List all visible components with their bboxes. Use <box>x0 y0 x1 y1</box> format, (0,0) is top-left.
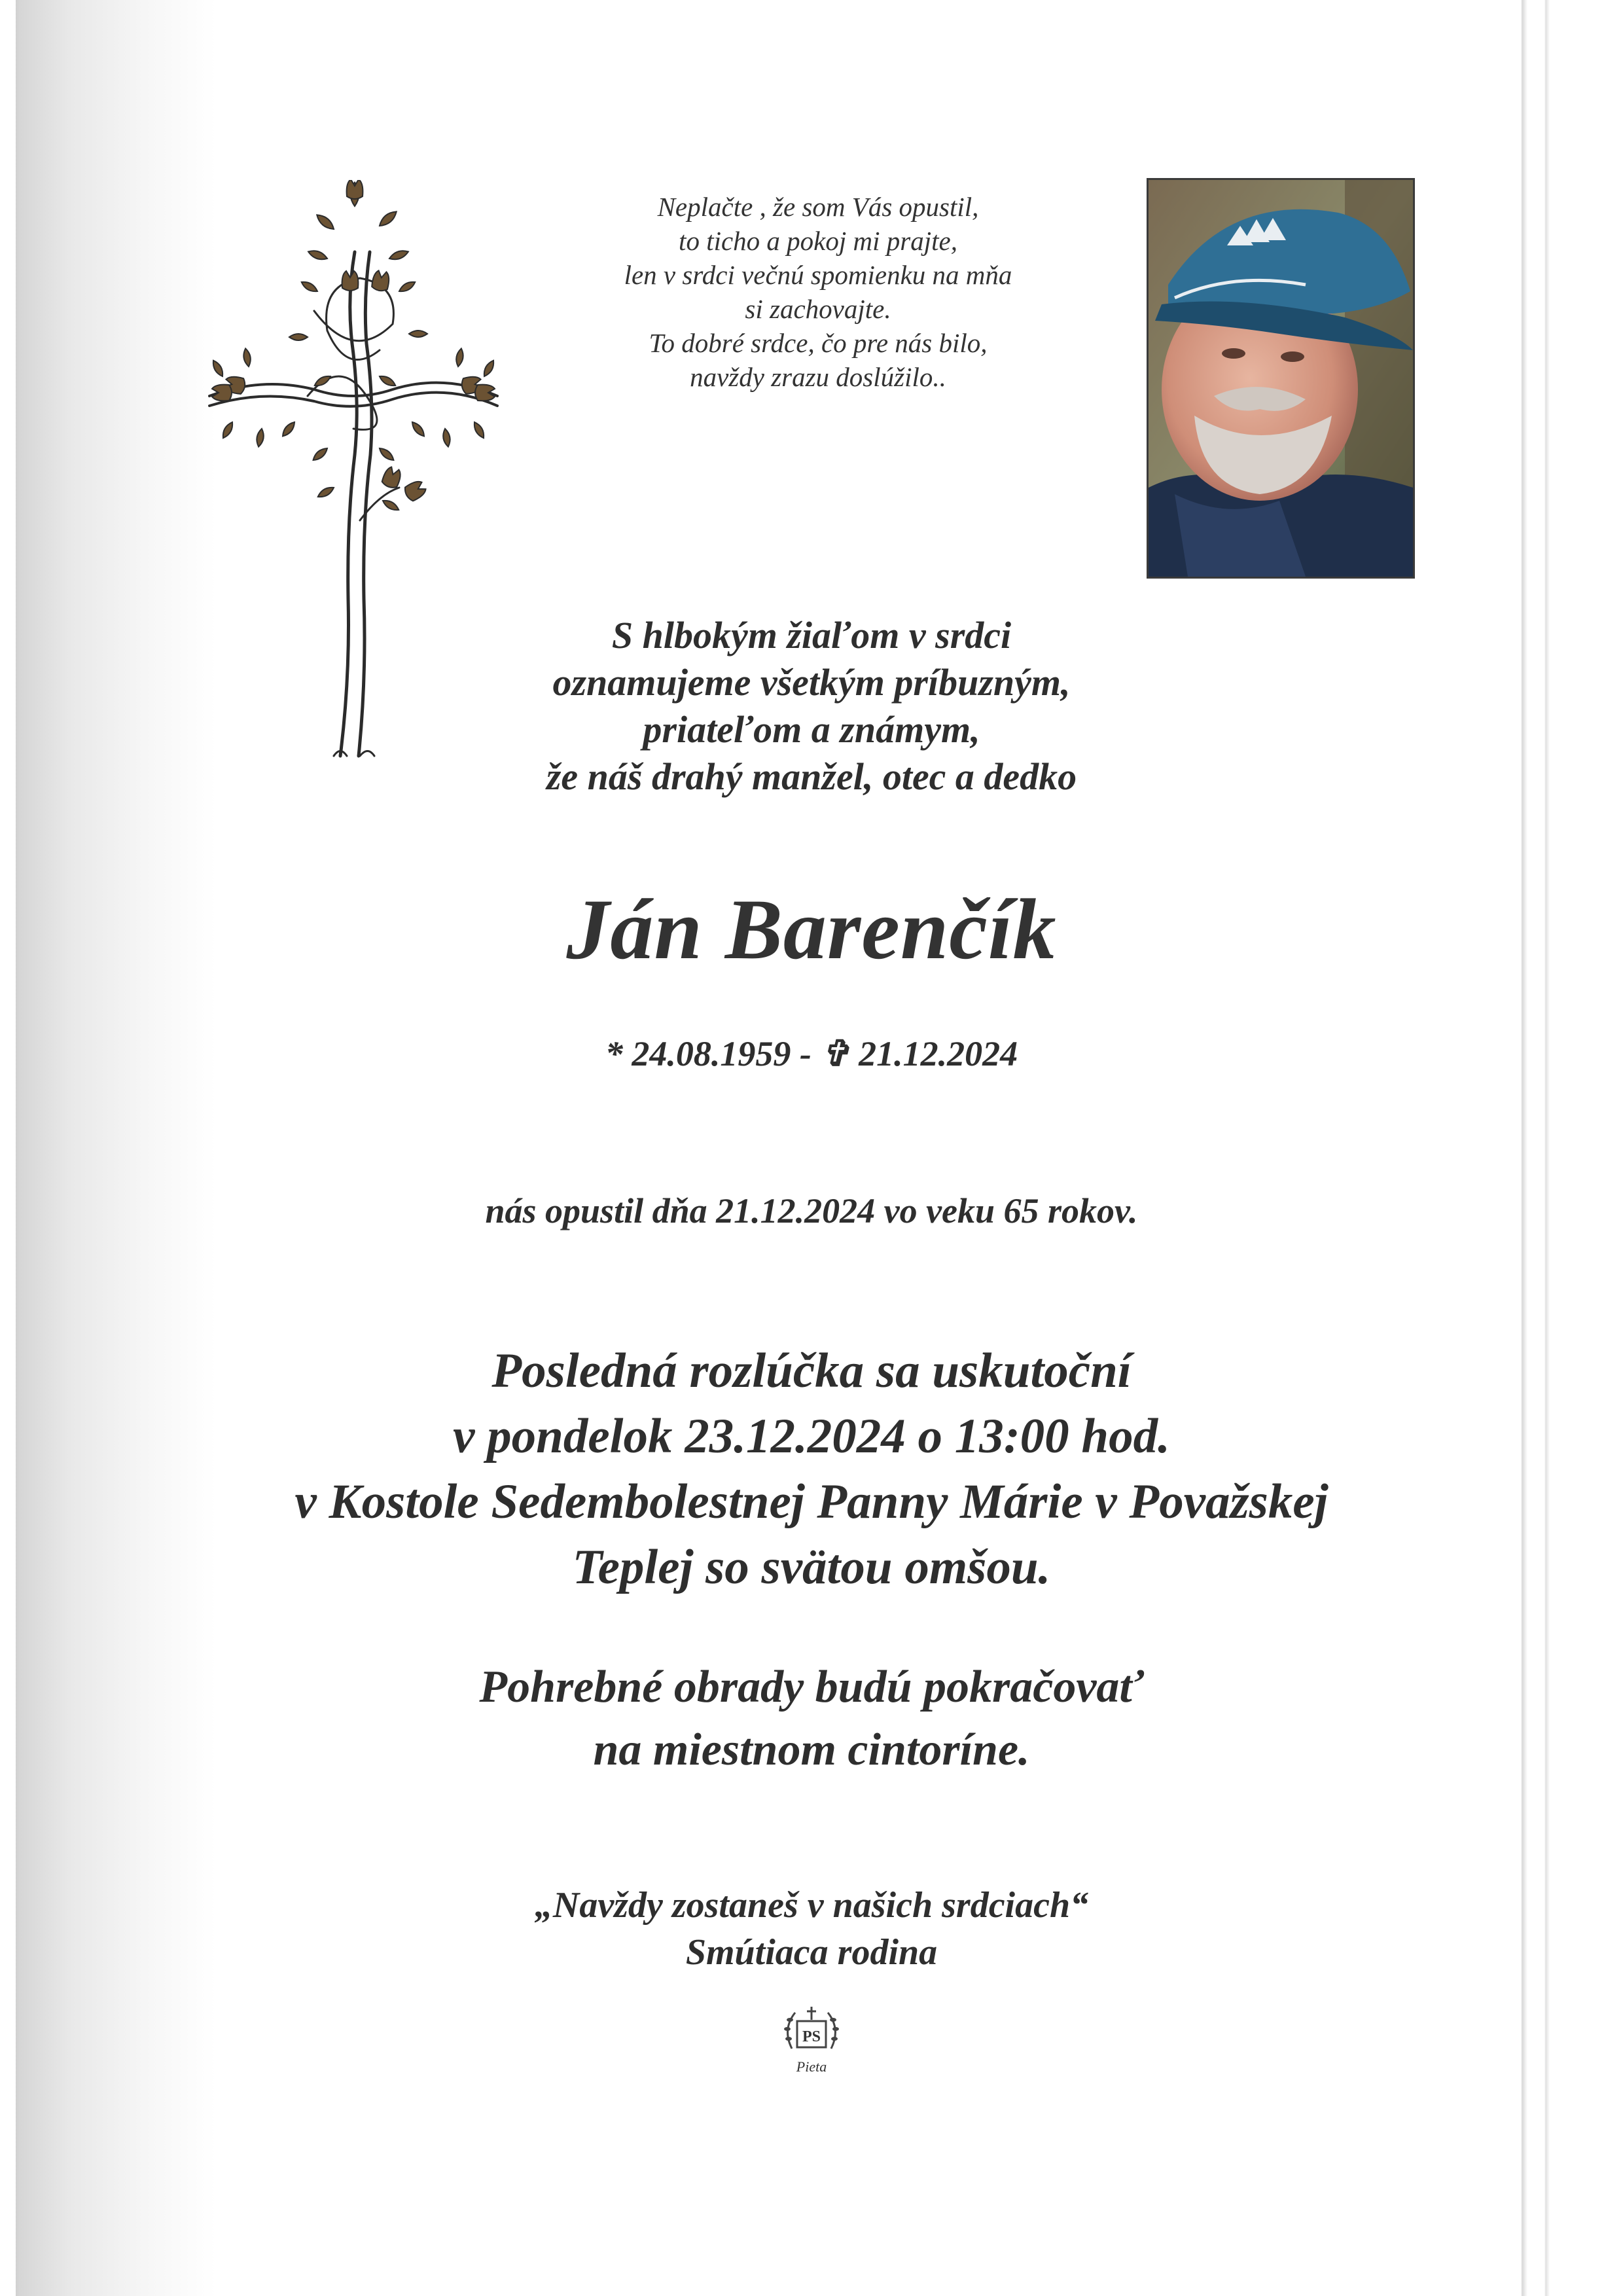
poem-line: to ticho a pokoj mi prajte, <box>679 226 957 256</box>
announcement-line: priateľom a známym, <box>643 708 980 751</box>
poem-line: len v srdci večnú spomienku na mňa <box>624 260 1012 290</box>
burial-info <box>196 1656 1427 1782</box>
death-cross-icon: ✞ <box>820 1034 850 1073</box>
passed-note: nás opustil dňa 21.12.2024 vo veku 65 rokov. <box>485 1191 1138 1230</box>
logo-caption: Pieta <box>796 2058 827 2075</box>
farewell-line: v Kostole Sedembolestnej Panny Márie v Považskej <box>294 1475 1329 1529</box>
pieta-logo-icon <box>776 2003 847 2094</box>
deceased-name: Ján Barenčík <box>566 881 1057 977</box>
farewell-line: v pondelok 23.12.2024 o 13:00 hod. <box>453 1409 1170 1463</box>
burial-line: na miestnom cintoríne. <box>593 1725 1030 1775</box>
farewell-line: Posledná rozlúčka sa uskutoční <box>491 1344 1132 1398</box>
life-dates <box>196 1031 1427 1077</box>
announcement-line: S hlbokým žiaľom v srdci <box>611 614 1012 656</box>
closing-signature: Smútiaca rodina <box>685 1932 938 1973</box>
poem <box>458 190 1178 394</box>
burial-line: Pohrebné obrady budú pokračovať <box>479 1662 1144 1712</box>
farewell-info <box>196 1338 1427 1600</box>
poem-line: si zachovajte. <box>745 294 891 324</box>
death-date: 21.12.2024 <box>859 1034 1018 1073</box>
poem-line: Neplačte , že som Vás opustil, <box>657 192 979 222</box>
scan-shadow-right <box>1505 0 1623 2296</box>
closing <box>196 1882 1427 1976</box>
logo-monogram: PS <box>802 2028 821 2045</box>
date-separator: - <box>799 1034 812 1073</box>
birth-date: 24.08.1959 <box>632 1034 791 1073</box>
portrait-photo <box>1147 178 1415 579</box>
scan-edge-left <box>0 0 16 2296</box>
announcement <box>196 612 1427 800</box>
announcement-line: oznamujeme všetkým príbuzným, <box>552 661 1071 704</box>
farewell-line: Teplej so svätou omšou. <box>572 1540 1051 1594</box>
closing-quote: „Navždy zostaneš v našich srdciach“ <box>534 1885 1089 1926</box>
announcement-line: že náš drahý manžel, otec a dedko <box>546 755 1077 798</box>
birth-symbol: * <box>605 1034 623 1073</box>
poem-line: To dobré srdce, čo pre nás bilo, <box>649 328 988 358</box>
poem-line: navždy zrazu doslúžilo.. <box>690 362 946 392</box>
